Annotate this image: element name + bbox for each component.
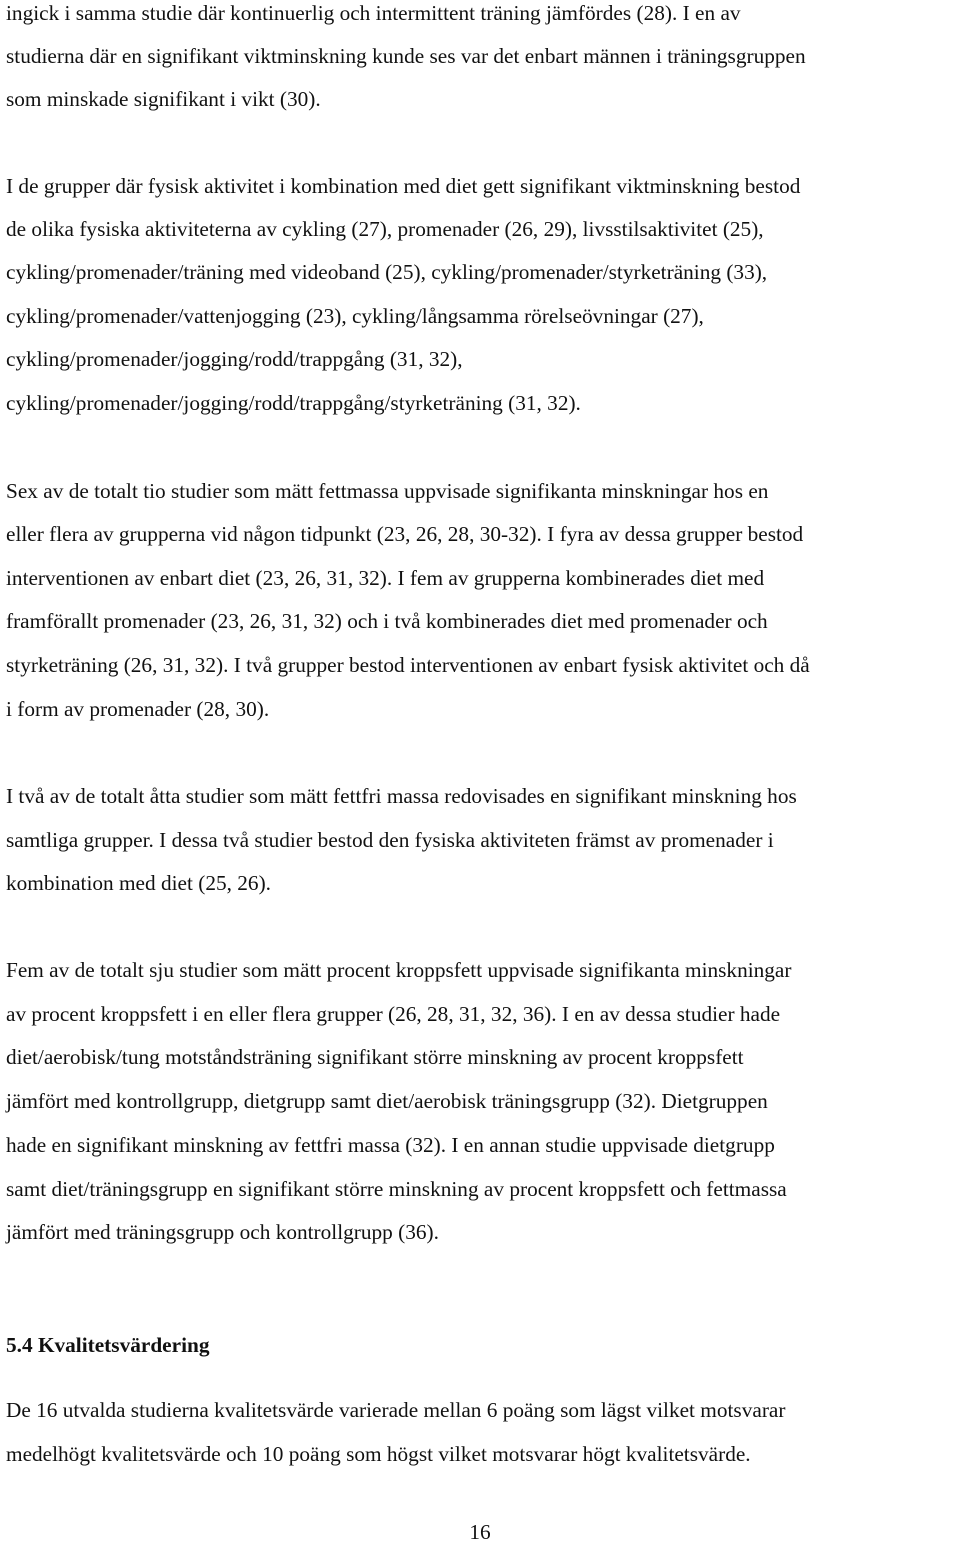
paragraph-4-line-3: kombination med diet (25, 26). — [6, 871, 271, 895]
paragraph-4-line-2: samtliga grupper. I dessa två studier bestod den fysiska aktiviteten främst av promenader i — [6, 828, 774, 852]
page-number: 16 — [469, 1520, 491, 1544]
paragraph-3-line-3: interventionen av enbart diet (23, 26, 31, 32). I fem av grupperna kombinerades diet med — [6, 566, 765, 590]
paragraph-5-line-2: av procent kroppsfett i en eller flera grupper (26, 28, 31, 32, 36). I en av dessa studier hade — [6, 1002, 781, 1026]
paragraph-2-line-2: de olika fysiska aktiviteterna av cykling (27), promenader (26, 29), livsstilsaktivitet (25), — [6, 217, 764, 241]
paragraph-2-line-3: cykling/promenader/träning med videoband (25), cykling/promenader/styrketräning (33), — [6, 260, 768, 284]
section-heading: 5.4 Kvalitetsvärdering — [6, 1333, 210, 1357]
paragraph-3-line-5: styrketräning (26, 31, 32). I två grupper bestod interventionen av enbart fysisk aktivitet och då — [6, 653, 810, 677]
paragraph-5-line-7: jämfört med träningsgrupp och kontrollgrupp (36). — [6, 1220, 439, 1244]
paragraph-2-line-6: cykling/promenader/jogging/rodd/trappgång/styrketräning (31, 32). — [6, 391, 581, 415]
paragraph-3-line-1: Sex av de totalt tio studier som mätt fettmassa uppvisade signifikanta minskningar hos en — [6, 479, 769, 503]
paragraph-2-line-4: cykling/promenader/vattenjogging (23), cykling/långsamma rörelseövningar (27), — [6, 304, 704, 328]
paragraph-3-line-4: framförallt promenader (23, 26, 31, 32) och i två kombinerades diet med promenader och — [6, 609, 768, 633]
paragraph-2-line-1: I de grupper där fysisk aktivitet i kombination med diet gett signifikant viktminskning bestod — [6, 174, 801, 198]
paragraph-5-line-1: Fem av de totalt sju studier som mätt procent kroppsfett uppvisade signifikanta minskningar — [6, 958, 792, 982]
paragraph-3-line-2: eller flera av grupperna vid någon tidpunkt (23, 26, 28, 30-32). I fyra av dessa grupper bestod — [6, 522, 804, 546]
paragraph-3-line-6: i form av promenader (28, 30). — [6, 697, 270, 721]
paragraph-1-line-2: studierna där en signifikant viktminskning kunde ses var det enbart männen i träningsgruppen — [6, 44, 806, 68]
paragraph-1-line-3: som minskade signifikant i vikt (30). — [6, 87, 321, 111]
paragraph-2-line-5: cykling/promenader/jogging/rodd/trappgång (31, 32), — [6, 347, 463, 371]
paragraph-5-line-4: jämfört med kontrollgrupp, dietgrupp samt diet/aerobisk träningsgrupp (32). Dietgruppen — [6, 1089, 768, 1113]
section-line-1: De 16 utvalda studierna kvalitetsvärde varierade mellan 6 poäng som lägst vilket motsvarar — [6, 1398, 786, 1422]
paragraph-5-line-5: hade en signifikant minskning av fettfri massa (32). I en annan studie uppvisade dietgrupp — [6, 1133, 775, 1157]
section-line-2: medelhögt kvalitetsvärde och 10 poäng som högst vilket motsvarar högt kvalitetsvärde. — [6, 1442, 751, 1466]
paragraph-4-line-1: I två av de totalt åtta studier som mätt fettfri massa redovisades en signifikant minskning hos — [6, 784, 797, 808]
paragraph-1-line-1: ingick i samma studie där kontinuerlig och intermittent träning jämfördes (28). I en av — [6, 1, 741, 25]
paragraph-5-line-6: samt diet/träningsgrupp en signifikant större minskning av procent kroppsfett och fettmassa — [6, 1177, 787, 1201]
paragraph-5-line-3: diet/aerobisk/tung motståndsträning signifikant större minskning av procent kroppsfett — [6, 1045, 744, 1069]
